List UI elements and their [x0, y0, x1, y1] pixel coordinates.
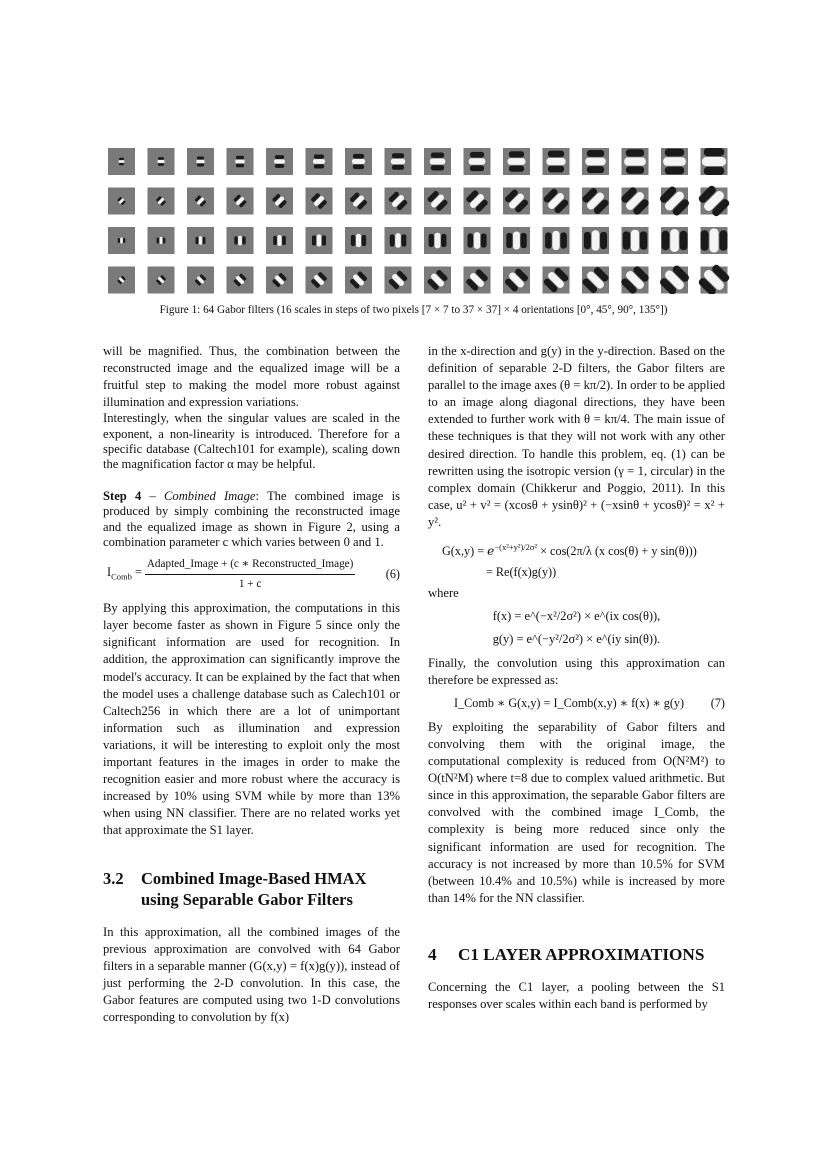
gabor-filter-tile: [661, 227, 688, 254]
section-heading: [428, 945, 725, 965]
gabor-filter-tile: [503, 266, 530, 293]
gabor-filter-grid: [108, 148, 738, 294]
step-title: Combined Image: [164, 489, 256, 504]
gabor-filter-tile: [345, 188, 372, 215]
gabor-filter-tile: [696, 262, 732, 294]
left-column: [103, 343, 400, 1026]
gabor-filter-tile: [227, 148, 254, 175]
gabor-filter-tile: [148, 148, 175, 175]
eq-exponent: −(x²+y²)/2σ²: [494, 542, 538, 553]
equation-number: (7): [710, 695, 725, 710]
gabor-filter-tile: [227, 267, 254, 294]
paragraph: In this approximation, all the combined images of the previous approximation are convolved with 64 Gabor filters in a separable manner (G(x,y) = f(x)g(y)), instead of just performing the 2-D convolution. In this case, the Gabor features are computed using two 1-D convolutions corresponding to convolution by f(x): [103, 924, 400, 1024]
gabor-filter-tile: [266, 188, 293, 215]
section-heading: [103, 868, 400, 910]
eq-cos-term: × cos(2π/λ (x cos(θ) + y sin(θ))): [537, 544, 697, 559]
gabor-filter-tile: [657, 263, 691, 294]
gabor-filter-tile: [187, 148, 214, 175]
gabor-filter-tile: [108, 188, 135, 215]
gabor-filter-tile: [424, 227, 451, 254]
eq-denominator: 1 + c: [238, 578, 262, 591]
eq-lhs: I: [107, 564, 112, 579]
gabor-filter-tile: [266, 148, 293, 175]
gabor-filter-tile: [503, 227, 530, 254]
section-title: C1 LAYER APPROXIMATIONS: [458, 944, 705, 964]
gabor-filter-tile: [542, 266, 571, 294]
gabor-filter-tile: [701, 148, 728, 175]
gabor-filter-tile: [306, 227, 333, 254]
gabor-filter-tile: [424, 148, 451, 175]
gabor-filter-tile: [148, 227, 175, 254]
paragraph: Interestingly, when the singular values are scaled in the exponent, a non-linearity is introduced. Therefore for a specific database (Caltech101 for example), scaling down the magnification factor α may be helpful.: [103, 411, 400, 471]
gabor-filter-tile: [266, 267, 293, 294]
eq-line2: = Re(f(x)g(y)): [486, 565, 557, 580]
gabor-filter-tile: [187, 227, 214, 254]
eq-lhs: G(x,y) =: [442, 544, 488, 559]
paragraph: By applying this approximation, the computations in this layer become faster as shown in Figure 5 since only the significant information are used for recognition. In addition, the approximation can significantly improve the model's accuracy. It can be explained by the fact that when the model uses a challenge database such as Calech101 or Caltech256 in which there are a lot of unimportant information such as illumination and expression variations, it will be interesting to exploit only the most important features in the images in order to make the recognition easier and more robust where the accuracy is increased by 10% using SVM while by more than 13% when using NN classifier. There are no related works yet that approximate the S1 layer.: [103, 601, 400, 838]
gabor-filter-tile: [580, 265, 611, 294]
eq-fraction: [145, 556, 356, 593]
gabor-filter-tile: [306, 188, 333, 215]
gabor-filter-tile: [266, 227, 293, 254]
gabor-filter-tile: [227, 227, 254, 254]
gabor-filter-tile: [306, 267, 333, 294]
gabor-filter-tile: [657, 184, 691, 218]
gabor-filter-tile: [345, 267, 372, 294]
gabor-filter-tile: [622, 227, 649, 254]
gabor-filter-tile: [424, 267, 451, 294]
gabor-filter-tile: [385, 267, 412, 294]
eq-lhs-sub: Comb: [111, 571, 132, 582]
where-label: where: [428, 586, 459, 601]
paragraph: Concerning the C1 layer, a pooling between the S1 responses over scales within each band is performed by: [428, 979, 725, 1011]
gabor-filter-tile: [503, 187, 530, 214]
eq-body: I_Comb ∗ G(x,y) = I_Comb(x,y) ∗ f(x) ∗ g(y): [454, 695, 685, 710]
gabor-filter-tile: [108, 148, 135, 175]
gabor-filter-figure: [108, 148, 738, 294]
gabor-filter-tile: [108, 227, 135, 254]
gabor-filter-tile: [543, 227, 570, 254]
gabor-filter-tile: [464, 188, 491, 215]
gabor-filter-tile: [582, 148, 609, 175]
equation-f: f(x) = e^(−x²/2σ²) × e^(ix cos(θ)),: [492, 609, 661, 624]
gabor-filter-tile: [622, 148, 649, 175]
gabor-filter-tile: [696, 183, 732, 219]
equation-gabor: $G(x,y) = e^{-(x^2+y^2)/2\sigma^2} \times \cos(2\pi/\lambda$ (x cos(θ) + y sin(θ))) = Re(f(x)g(y)): [442, 539, 725, 581]
step-text: : The combined image is produced by simply combining the reconstructed image and the equalized image as shown in Figure 2, using a combination parameter c which varies between 0 and 1.: [103, 489, 400, 549]
section-title: Combined Image-Based HMAX using Separable Gabor Filters: [141, 868, 367, 909]
gabor-filter-tile: [306, 148, 333, 175]
gabor-filter-tile: [424, 188, 451, 215]
eq-numerator: Adapted_Image + (c ∗ Reconstructed_Image): [145, 556, 356, 575]
figure-caption: Figure 1: 64 Gabor filters (16 scales in steps of two pixels [7 × 7 to 37 × 37] × 4 orientations [0°, 45°, 90°, 135°]): [159, 304, 668, 316]
gabor-filter-tile: [464, 148, 491, 175]
paragraph: Finally, the convolution using this approximation can therefore be expressed as:: [428, 655, 725, 687]
step-label: Step 4: [103, 489, 142, 504]
gabor-filter-tile: [345, 148, 372, 175]
gabor-filter-tile: [582, 227, 609, 254]
gabor-filter-tile: [619, 264, 652, 294]
equation-6: $I_{Comb}$ = $\frac{\text{Adapted\_Image + (c ∗ Reconstructed\_Image)}}{1 + c}$ (6): [103, 556, 400, 593]
gabor-filter-tile: [227, 188, 254, 215]
section-number: 4: [428, 944, 437, 964]
gabor-filter-tile: [503, 148, 530, 175]
gabor-filter-tile: [661, 148, 688, 175]
step4-paragraph: [103, 489, 400, 550]
equation-g: g(y) = e^(−y²/2σ²) × e^(iy sin(θ)).: [492, 632, 661, 647]
gabor-filter-tile: [148, 267, 175, 294]
paragraph: By exploiting the separability of Gabor filters and convolving them with the original image, the computational complexity is reduced from O(N²M²) to O(tN²M) where t=8 due to complex valued arithmetic. But since in this approximation, the separable Gabor filters are convolved with the combined image I_Comb, the complexity is being more reduced since only the significant information are used for recognition. The accuracy is not increased by more than 10.5% for SVM (between 10.4% and 10.5%) while is increased by more than 14% for the NN classifier.: [428, 719, 725, 905]
paragraph: in the x-direction and g(y) in the y-direction. Based on the definition of separable 2-D filters, the Gabor filters are parallel to the image axes (θ = kπ/2). In order to be applied to an image along diagonal directions, they have been extended to further work with θ = kπ/4. The main issue of these techniques is that they will not work with any other desired direction. To handle this problem, eq. (1) can be rewritten using the isotropic version (γ = 1, circular) in the complex domain (Chikkerur and Poggio, 2011). In this case, u² + v² = (xcosθ + ysinθ)² + (−xsinθ + ycosθ)² = x² + y².: [428, 344, 725, 529]
gabor-filter-tile: [619, 185, 652, 218]
gabor-filter-tile: [385, 188, 412, 215]
gabor-filter-tile: [385, 148, 412, 175]
gabor-filter-tile: [543, 148, 570, 175]
dash: –: [141, 489, 165, 504]
equation-7: [428, 695, 725, 712]
paragraph: will be magnified. Thus, the combination between the reconstructed image and the equalized image will be a fruitful step to making the model more robust against illumination and expression variations.: [103, 344, 400, 410]
gabor-filter-tile: [580, 186, 611, 217]
gabor-filter-tile: [542, 187, 571, 216]
gabor-filter-tile: [464, 227, 491, 254]
section-number: 3.2: [103, 868, 124, 888]
gabor-filter-tile: [701, 227, 728, 254]
gabor-filter-tile: [464, 267, 491, 294]
right-column: [428, 343, 725, 1013]
gabor-filter-tile: [187, 188, 214, 215]
gabor-filter-tile: [148, 188, 175, 215]
gabor-filter-tile: [187, 267, 214, 294]
equation-number: (6): [385, 567, 400, 582]
gabor-filter-tile: [385, 227, 412, 254]
gabor-filter-tile: [108, 267, 135, 294]
gabor-filter-tile: [345, 227, 372, 254]
